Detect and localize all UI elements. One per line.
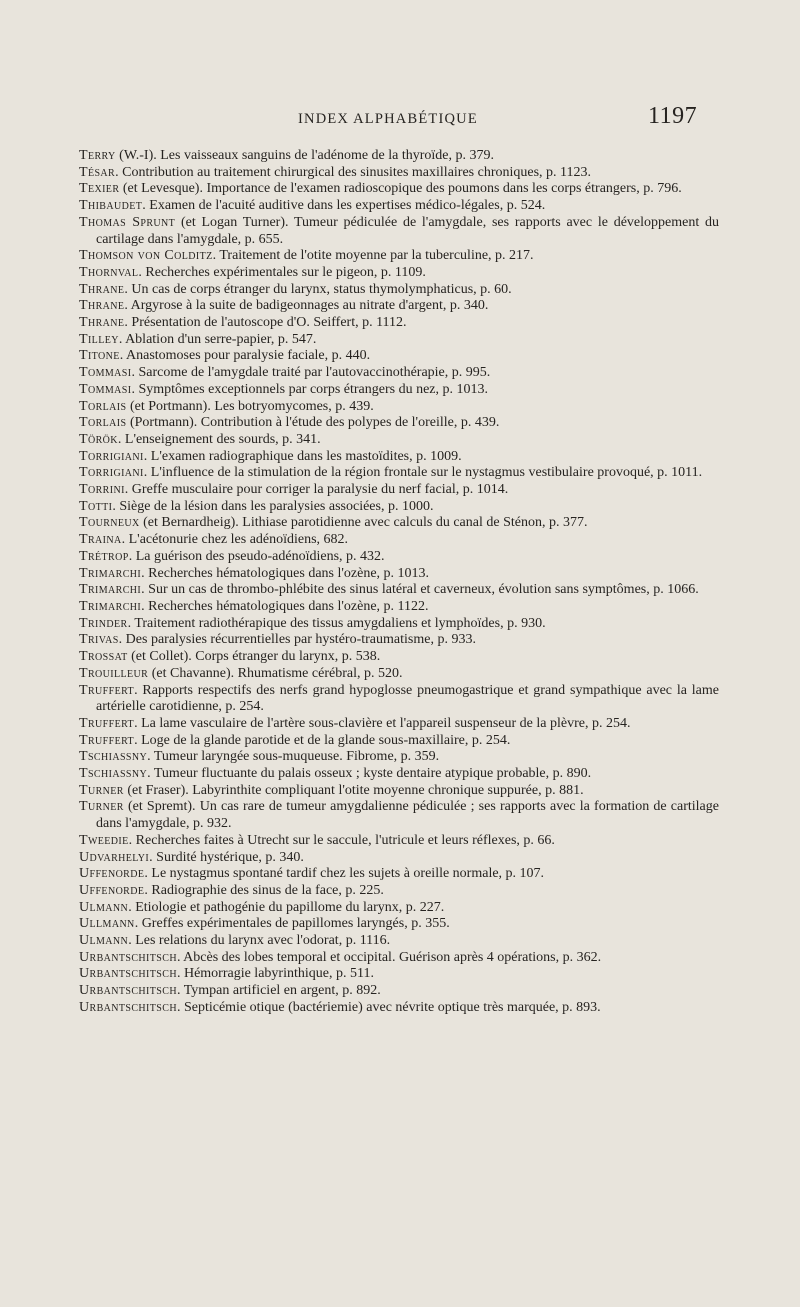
entry-text: . Argyrose à la suite de badigeonnages au nitrate d'argent, p. 340. [124, 298, 489, 314]
entry-author: Trimarchi [79, 598, 142, 614]
index-entry [79, 465, 719, 482]
entry-author: Terry [79, 148, 116, 163]
entry-author: Trivas [79, 632, 119, 648]
entry-text: . Hémorragie labyrinthique, p. 511. [176, 966, 374, 982]
entry-author: Uffenorde [79, 882, 145, 898]
index-entry [79, 532, 719, 549]
entry-author: Truffert [79, 682, 135, 698]
index-entry [79, 315, 719, 332]
index-entry [79, 799, 719, 832]
entry-text: . Tympan artificiel en argent, p. 892. [176, 983, 381, 999]
index-entry [79, 282, 719, 299]
entry-author: Thomson von Colditz [79, 248, 213, 264]
index-entry [79, 599, 719, 616]
entry-text: . Recherches hématologiques dans l'ozène, p. 1013. [141, 565, 430, 581]
entry-text: . Symptômes exceptionnels par corps étrangers du nez, p. 1013. [131, 381, 489, 397]
entry-text: . Sarcome de l'amygdale traité par l'autovaccinothérapie, p. 995. [131, 365, 491, 381]
entry-author: Torrigiani [79, 448, 144, 464]
entry-author: Ulmann [79, 933, 129, 949]
entry-author: Thrane [79, 315, 125, 331]
index-entry [79, 933, 719, 950]
index-entry [79, 649, 719, 666]
entry-author: Trimarchi [79, 582, 142, 598]
index-entry [79, 332, 719, 349]
index-entry [79, 265, 719, 282]
entry-author: Ullmann [79, 916, 135, 932]
entry-author: Tommasi [79, 365, 132, 381]
entry-text: (et Logan Turner). Tumeur pédiculée de l'amygdale, ses rapports avec le développement du cartilage dans l'amygdale, p. 655. [96, 214, 719, 247]
index-entry [79, 198, 719, 215]
entry-text: . La guérison des pseudo-adénoïdiens, p. 432. [128, 548, 385, 564]
entry-text: (et Spremt). Un cas rare de tumeur amygdalienne pédiculée ; ses rapports avec la formation de cartilage dans l'amygdale, p. 932. [96, 799, 719, 832]
entry-text: . L'influence de la stimulation de la région frontale sur le nystagmus vestibulaire provoqué, p. 1011. [143, 465, 703, 481]
entry-text: (et Chavanne). Rhumatisme cérébral, p. 520. [148, 665, 403, 681]
entry-author: Torlais [79, 415, 127, 431]
index-entry [79, 399, 719, 416]
entry-text: (et Portmann). Les botryomycomes, p. 439. [126, 398, 374, 414]
page-number: 1197 [648, 103, 698, 129]
entry-text: . Siège de la lésion dans les paralysies associées, p. 1000. [112, 498, 434, 514]
entry-author: Thibaudet [79, 198, 143, 214]
index-entry [79, 499, 719, 516]
entry-author: Totti [79, 498, 113, 514]
entry-author: Torrini [79, 482, 125, 498]
entry-text: . Un cas de corps étranger du larynx, status thymolymphaticus, p. 60. [124, 281, 512, 297]
entry-text: . Septicémie otique (bactériemie) avec névrite optique très marquée, p. 893. [176, 999, 601, 1015]
index-entry [79, 883, 719, 900]
index-entry [79, 950, 719, 967]
entry-author: Truffert [79, 715, 135, 731]
index-entry [79, 900, 719, 917]
entry-text: . Radiographie des sinus de la face, p. 225. [144, 882, 384, 898]
entry-author: Turner [79, 782, 124, 798]
entry-text: . Des paralysies récurrentielles par hystéro-traumatisme, p. 933. [118, 632, 476, 648]
entry-author: Thornval [79, 264, 139, 280]
index-entry [79, 148, 719, 165]
index-entry [79, 298, 719, 315]
entry-text: (W.-I). Les vaisseaux sanguins de l'adénome de la thyroïde, p. 379. [115, 148, 495, 163]
entry-author: Urbantschitsch [79, 966, 177, 982]
index-entry [79, 482, 719, 499]
entry-text: . Surdité hystérique, p. 340. [149, 849, 304, 865]
entry-author: Urbantschitsch [79, 949, 177, 965]
entry-text: . Greffes expérimentales de papillomes laryngés, p. 355. [134, 916, 450, 932]
index-entry [79, 916, 719, 933]
index-entry [79, 733, 719, 750]
entry-author: Torrigiani [79, 465, 144, 481]
entry-author: Urbantschitsch [79, 983, 177, 999]
entry-text: . Présentation de l'autoscope d'O. Seiffert, p. 1112. [124, 315, 407, 331]
entry-author: Titone [79, 348, 120, 364]
entry-text: . L'acétonurie chez les adénoïdiens, 682. [121, 532, 349, 548]
entry-author: Traina [79, 532, 122, 548]
entry-author: Urbantschitsch [79, 999, 177, 1015]
entry-author: Tésar [79, 164, 116, 180]
index-entry [79, 866, 719, 883]
entry-text: (et Levesque). Importance de l'examen radioscopique des poumons dans les corps étrangers, p. 796. [119, 181, 682, 197]
entry-text: . Abcès des lobes temporal et occipital. Guérison après 4 opérations, p. 362. [176, 949, 602, 965]
entry-text: . Examen de l'acuité auditive dans les expertises médico-légales, p. 524. [142, 198, 546, 214]
index-entry [79, 616, 719, 633]
index-entry [79, 248, 719, 265]
entry-author: Turner [79, 799, 124, 815]
entry-author: Trouilleur [79, 665, 149, 681]
index-entry [79, 833, 719, 850]
index-entry [79, 983, 719, 1000]
entry-author: Tourneux [79, 515, 140, 531]
entry-author: Török [79, 431, 118, 447]
index-entry [79, 365, 719, 382]
index-entry [79, 632, 719, 649]
entry-text: . Anastomoses pour paralysie faciale, p. 440. [119, 348, 371, 364]
entry-author: Thrane [79, 281, 125, 297]
index-entry [79, 666, 719, 683]
entry-text: . Traitement de l'otite moyenne par la tuberculine, p. 217. [212, 248, 534, 264]
entry-text: . Recherches expérimentales sur le pigeon, p. 1109. [138, 264, 426, 280]
entry-author: Tschiassny [79, 749, 148, 765]
index-entry [79, 215, 719, 248]
entry-author: Tschiassny [79, 766, 148, 782]
entry-text: (et Collet). Corps étranger du larynx, p. 538. [127, 649, 381, 665]
entry-author: Trinder [79, 615, 128, 631]
entry-author: Tommasi [79, 381, 132, 397]
index-entry [79, 850, 719, 867]
index-entry [79, 415, 719, 432]
index-entry [79, 549, 719, 566]
index-entry [79, 348, 719, 365]
entry-text: (et Fraser). Labyrinthite compliquant l'otite moyenne chronique suppurée, p. 881. [123, 782, 584, 798]
entry-text: . Tumeur laryngée sous-muqueuse. Fibrome, p. 359. [147, 749, 440, 765]
index-entry [79, 582, 719, 599]
entry-text: . Recherches faites à Utrecht sur le saccule, l'utricule et leurs réflexes, p. 66. [128, 832, 555, 848]
entry-text: . Contribution au traitement chirurgical des sinusites maxillaires chroniques, p. 1123. [115, 164, 592, 180]
page-header [0, 103, 800, 133]
index-entry [79, 683, 719, 716]
index-entry [79, 432, 719, 449]
entry-text: . L'enseignement des sourds, p. 341. [117, 431, 321, 447]
index-entry [79, 966, 719, 983]
entry-text: . Recherches hématologiques dans l'ozène, p. 1122. [141, 598, 429, 614]
index-entry [79, 382, 719, 399]
entry-author: Thomas Sprunt [79, 214, 176, 230]
index-entry [79, 766, 719, 783]
entry-text: (et Bernardheig). Lithiase parotidienne avec calculs du canal de Sténon, p. 377. [139, 515, 588, 531]
entry-text: . Le nystagmus spontané tardif chez les sujets à oreille normale, p. 107. [144, 866, 545, 882]
index-entry [79, 566, 719, 583]
entry-author: Texier [79, 181, 120, 197]
entry-author: Trimarchi [79, 565, 142, 581]
entry-text: . Ablation d'un serre-papier, p. 547. [118, 331, 317, 347]
index-entry [79, 716, 719, 733]
index-entry [79, 783, 719, 800]
entry-author: Uffenorde [79, 866, 145, 882]
entry-text: . Tumeur fluctuante du palais osseux ; kyste dentaire atypique probable, p. 890. [147, 766, 592, 782]
entry-text: (Portmann). Contribution à l'étude des polypes de l'oreille, p. 439. [126, 415, 500, 431]
entry-text: . Greffe musculaire pour corriger la paralysie du nerf facial, p. 1014. [124, 482, 509, 498]
index-entry [79, 515, 719, 532]
entry-author: Thrane [79, 298, 125, 314]
entry-author: Tilley [79, 331, 119, 347]
entry-text: . Traitement radiothérapique des tissus amygdaliens et lymphoïdes, p. 930. [127, 615, 546, 631]
index-entry [79, 181, 719, 198]
entry-author: Torlais [79, 398, 127, 414]
entry-author: Tweedie [79, 832, 129, 848]
entry-text: . Loge de la glande parotide et de la glande sous-maxillaire, p. 254. [134, 732, 511, 748]
entry-author: Truffert [79, 732, 135, 748]
entry-text: . Etiologie et pathogénie du papillome du larynx, p. 227. [128, 899, 445, 915]
index-entry [79, 165, 719, 182]
index-entry [79, 749, 719, 766]
entry-author: Udvarhelyi [79, 849, 150, 865]
entry-author: Trétrop [79, 548, 129, 564]
running-title: INDEX ALPHABÉTIQUE [298, 111, 478, 127]
entry-author: Ulmann [79, 899, 129, 915]
entry-author: Trossat [79, 649, 128, 665]
entry-text: . Rapports respectifs des nerfs grand hypoglosse pneumogastrique et grand sympathique avec la lame artérielle carotidienne, p. 254. [96, 682, 719, 715]
entry-text: . L'examen radiographique dans les mastoïdites, p. 1009. [143, 448, 462, 464]
index-entries [79, 148, 719, 1017]
entry-text: . La lame vasculaire de l'artère sous-clavière et l'appareil suspenseur de la plèvre, p. 254. [134, 715, 631, 731]
entry-text: . Sur un cas de thrombo-phlébite des sinus latéral et caverneux, évolution sans symptômes, p. 1066. [141, 582, 699, 598]
index-entry [79, 1000, 719, 1017]
entry-text: . Les relations du larynx avec l'odorat, p. 1116. [128, 933, 391, 949]
index-entry [79, 449, 719, 466]
